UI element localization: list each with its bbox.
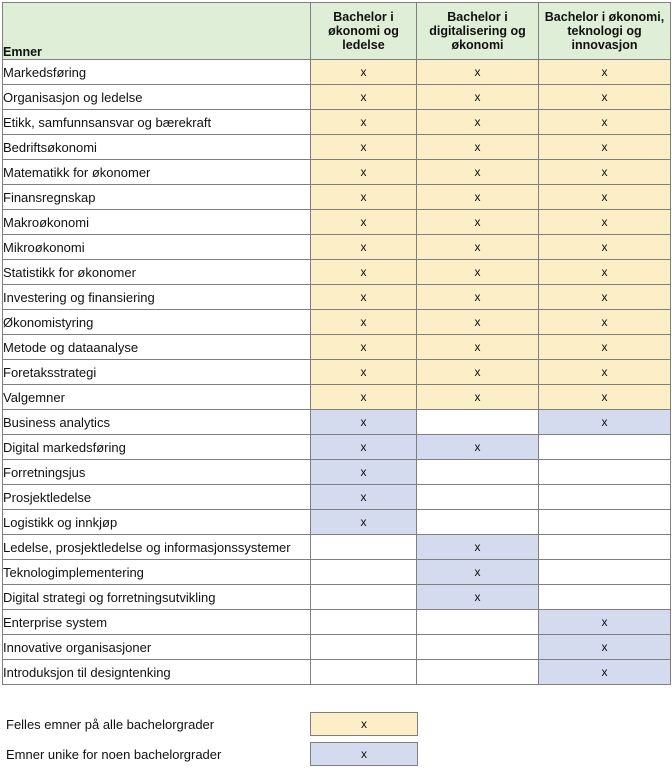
mark-cell: x	[311, 310, 417, 335]
legend-swatch-unique: x	[310, 742, 418, 766]
table-row	[3, 410, 671, 435]
legend-label-unique: Emner unike for noen bachelorgrader	[6, 747, 222, 762]
mark-cell: x	[311, 60, 417, 85]
mark-cell: x	[417, 535, 539, 560]
mark-cell	[311, 610, 417, 635]
mark-cell: x	[539, 610, 671, 635]
table-row	[3, 335, 671, 360]
table-row	[3, 510, 671, 535]
subject-cell: Bedriftsøkonomi	[3, 135, 311, 160]
program-header-okonomi-ledelse: Bachelor i økonomi og ledelse	[311, 3, 417, 60]
mark-cell	[539, 485, 671, 510]
mark-cell	[417, 410, 539, 435]
mark-cell: x	[539, 135, 671, 160]
subject-cell: Valgemner	[3, 385, 311, 410]
mark-cell: x	[417, 85, 539, 110]
mark-cell: x	[311, 385, 417, 410]
subject-cell: Metode og dataanalyse	[3, 335, 311, 360]
table-row	[3, 385, 671, 410]
mark-cell: x	[311, 135, 417, 160]
mark-cell	[311, 635, 417, 660]
subject-cell: Etikk, samfunnsansvar og bærekraft	[3, 110, 311, 135]
mark-cell	[311, 585, 417, 610]
table-row	[3, 160, 671, 185]
subject-cell: Investering og finansiering	[3, 285, 311, 310]
mark-cell	[311, 660, 417, 685]
mark-cell: x	[417, 435, 539, 460]
table-row	[3, 635, 671, 660]
mark-cell: x	[539, 285, 671, 310]
subject-cell: Digital markedsføring	[3, 435, 311, 460]
mark-cell: x	[417, 560, 539, 585]
mark-cell: x	[417, 385, 539, 410]
program-header-okonomi-teknologi-innovasjon: Bachelor i økonomi, teknologi og innovasjon	[539, 3, 671, 60]
mark-cell: x	[539, 385, 671, 410]
mark-cell: x	[417, 285, 539, 310]
subjects-column-header: Emner	[3, 3, 311, 60]
mark-cell	[417, 660, 539, 685]
mark-cell: x	[539, 410, 671, 435]
table-row	[3, 235, 671, 260]
table-row	[3, 210, 671, 235]
subject-cell: Digital strategi og forretningsutvikling	[3, 585, 311, 610]
mark-cell: x	[539, 660, 671, 685]
mark-cell: x	[539, 310, 671, 335]
mark-cell: x	[417, 360, 539, 385]
table-row	[3, 535, 671, 560]
mark-cell	[539, 535, 671, 560]
program-subject-table	[2, 2, 671, 685]
legend-label-common: Felles emner på alle bachelorgrader	[6, 717, 215, 732]
mark-cell	[539, 585, 671, 610]
mark-cell: x	[417, 160, 539, 185]
header-row	[3, 3, 671, 60]
mark-cell: x	[311, 160, 417, 185]
mark-cell: x	[311, 260, 417, 285]
subject-cell: Ledelse, prosjektledelse og informasjonssystemer	[3, 535, 311, 560]
table-row	[3, 585, 671, 610]
program-header-digitalisering-okonomi: Bachelor i digitalisering og økonomi	[417, 3, 539, 60]
mark-cell: x	[539, 360, 671, 385]
subject-cell: Økonomistyring	[3, 310, 311, 335]
mark-cell: x	[417, 235, 539, 260]
mark-cell: x	[539, 110, 671, 135]
table-body	[3, 60, 671, 685]
mark-cell: x	[539, 635, 671, 660]
mark-cell: x	[417, 135, 539, 160]
mark-cell: x	[539, 85, 671, 110]
mark-cell: x	[311, 410, 417, 435]
mark-cell	[417, 510, 539, 535]
subject-cell: Finansregnskap	[3, 185, 311, 210]
mark-cell	[417, 635, 539, 660]
table-row	[3, 285, 671, 310]
table-row	[3, 60, 671, 85]
subject-cell: Organisasjon og ledelse	[3, 85, 311, 110]
subject-cell: Innovative organisasjoner	[3, 635, 311, 660]
mark-cell: x	[417, 585, 539, 610]
mark-cell: x	[311, 335, 417, 360]
mark-cell	[417, 460, 539, 485]
table-row	[3, 110, 671, 135]
mark-cell: x	[311, 285, 417, 310]
mark-cell: x	[311, 210, 417, 235]
table-row	[3, 135, 671, 160]
mark-cell: x	[311, 85, 417, 110]
mark-cell: x	[311, 360, 417, 385]
mark-cell: x	[417, 260, 539, 285]
mark-cell	[417, 485, 539, 510]
table-row	[3, 460, 671, 485]
table-row	[3, 435, 671, 460]
mark-cell: x	[417, 60, 539, 85]
subject-cell: Business analytics	[3, 410, 311, 435]
mark-cell: x	[539, 210, 671, 235]
subject-cell: Enterprise system	[3, 610, 311, 635]
table-row	[3, 360, 671, 385]
mark-cell: x	[539, 60, 671, 85]
subject-cell: Markedsføring	[3, 60, 311, 85]
mark-cell: x	[417, 335, 539, 360]
table-row	[3, 660, 671, 685]
mark-cell: x	[417, 110, 539, 135]
mark-cell: x	[417, 210, 539, 235]
subject-cell: Statistikk for økonomer	[3, 260, 311, 285]
subject-cell: Teknologimplementering	[3, 560, 311, 585]
table-row	[3, 560, 671, 585]
mark-cell	[539, 460, 671, 485]
legend-swatch-common: x	[310, 712, 418, 736]
mark-cell: x	[539, 235, 671, 260]
mark-cell: x	[417, 185, 539, 210]
mark-cell: x	[311, 510, 417, 535]
mark-cell	[417, 610, 539, 635]
mark-cell	[311, 560, 417, 585]
mark-cell: x	[539, 335, 671, 360]
mark-cell: x	[311, 435, 417, 460]
mark-cell: x	[311, 185, 417, 210]
subject-cell: Matematikk for økonomer	[3, 160, 311, 185]
mark-cell	[539, 435, 671, 460]
table-row	[3, 85, 671, 110]
table-row	[3, 310, 671, 335]
mark-cell: x	[311, 235, 417, 260]
mark-cell	[539, 560, 671, 585]
mark-cell: x	[311, 485, 417, 510]
mark-cell	[539, 510, 671, 535]
mark-cell: x	[311, 460, 417, 485]
subject-cell: Mikroøkonomi	[3, 235, 311, 260]
mark-cell: x	[311, 110, 417, 135]
subject-cell: Introduksjon til designtenking	[3, 660, 311, 685]
mark-cell	[311, 535, 417, 560]
mark-cell: x	[539, 160, 671, 185]
subject-cell: Logistikk og innkjøp	[3, 510, 311, 535]
subject-cell: Makroøkonomi	[3, 210, 311, 235]
table-row	[3, 185, 671, 210]
table-row	[3, 260, 671, 285]
subject-cell: Prosjektledelse	[3, 485, 311, 510]
mark-cell: x	[539, 185, 671, 210]
subject-cell: Forretningsjus	[3, 460, 311, 485]
table-row	[3, 610, 671, 635]
mark-cell: x	[417, 310, 539, 335]
mark-cell: x	[539, 260, 671, 285]
subject-cell: Foretaksstrategi	[3, 360, 311, 385]
table-row	[3, 485, 671, 510]
